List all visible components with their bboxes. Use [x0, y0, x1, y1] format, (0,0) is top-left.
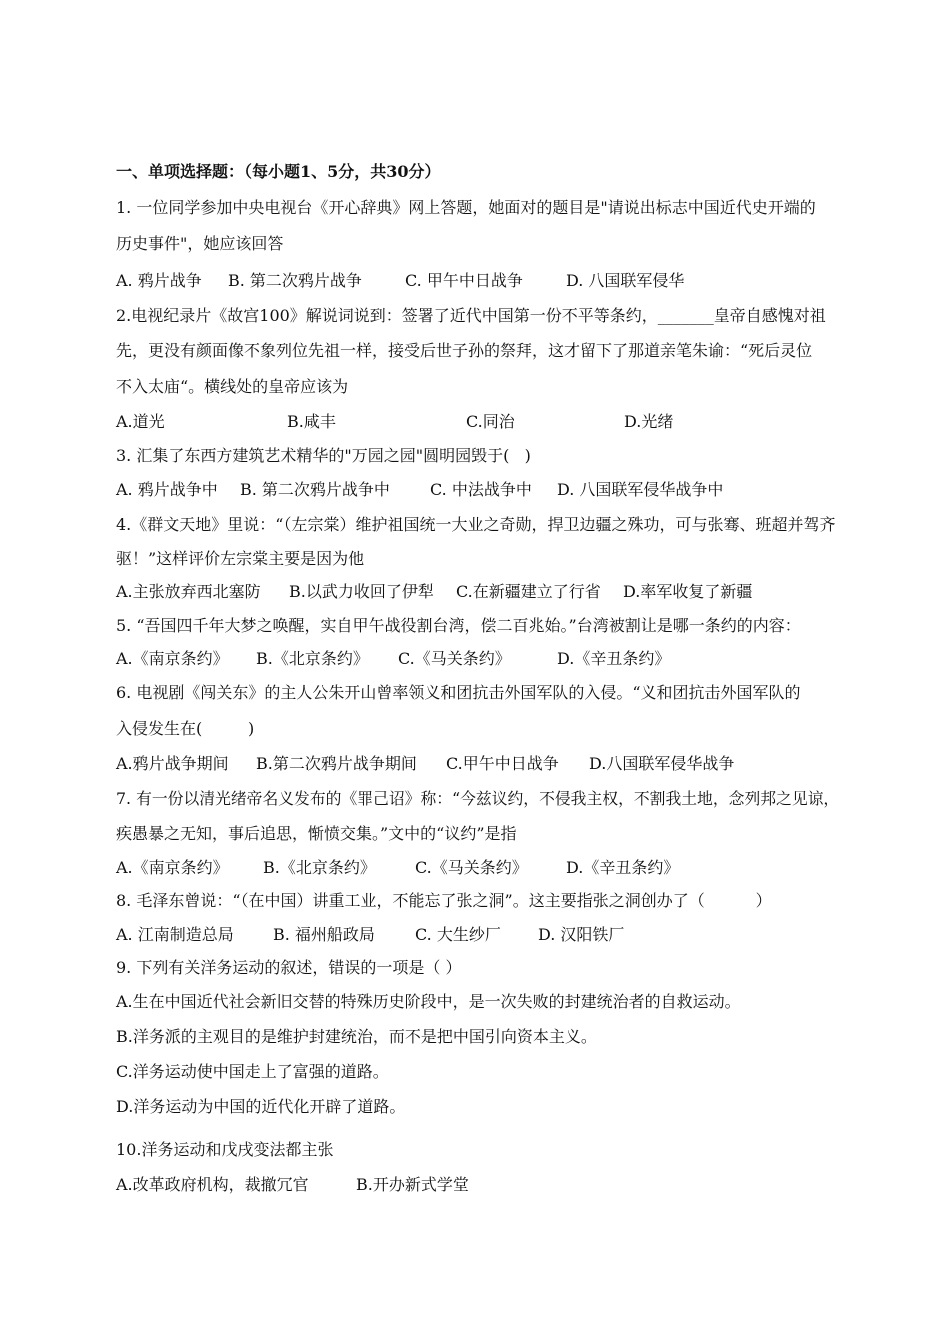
question-6-option-b: B.第二次鸦片战争期间 — [256, 754, 417, 773]
question-9-option-a: A.生在中国近代社会新旧交替的特殊历史阶段中，是一次失败的封建统治者的自救运动。 — [116, 992, 741, 1011]
question-4-option-b: B.以武力收回了伊犁 — [289, 582, 434, 601]
question-2-stem-line-2: 先，更没有颜面像不象列位先祖一样，接受后世子孙的祭拜，这才留下了那道亲笔朱谕：“死后灵位 — [116, 341, 813, 360]
question-2-option-b: B.咸丰 — [287, 412, 336, 431]
question-4-option-d: D.率军收复了新疆 — [623, 582, 753, 601]
question-9-option-d: D.洋务运动为中国的近代化开辟了道路。 — [116, 1097, 406, 1116]
question-3-option-c: C. 中法战争中 — [430, 480, 532, 499]
question-4-stem-line-1: 4.《群文天地》里说：“（左宗棠）维护祖国统一大业之奇勋，捍卫边疆之殊功，可与张骞、班超并驾齐 — [116, 515, 836, 534]
question-5-option-a: A.《南京条约》 — [116, 649, 229, 668]
question-8-option-b: B. 福州船政局 — [273, 925, 375, 944]
question-1-option-d: D. 八国联军侵华 — [566, 271, 685, 290]
question-6-stem-line-1: 6. 电视剧《闯关东》的主人公朱开山曾率领义和团抗击外国军队的入侵。“义和团抗击外国军队的 — [116, 683, 801, 702]
question-2-option-d: D.光绪 — [624, 412, 674, 431]
question-2-stem-line-3: 不入太庙“。横线处的皇帝应该为 — [116, 377, 349, 396]
question-4-stem-line-2: 驱！”这样评价左宗棠主要是因为他 — [116, 549, 365, 568]
question-9-stem: 9. 下列有关洋务运动的叙述，错误的一项是（ ） — [116, 958, 462, 977]
question-3-option-d: D. 八国联军侵华战争中 — [557, 480, 724, 499]
question-6-stem-line-2: 入侵发生在( ) — [116, 719, 255, 738]
question-7-option-a: A.《南京条约》 — [116, 858, 229, 877]
question-10-stem: 10.洋务运动和戊戌变法都主张 — [116, 1140, 334, 1159]
question-1-stem-line-2: 历史事件"，她应该回答 — [116, 234, 284, 253]
question-8-option-c: C. 大生纱厂 — [415, 925, 501, 944]
question-5-option-c: C.《马关条约》 — [398, 649, 511, 668]
question-8-option-d: D. 汉阳铁厂 — [538, 925, 625, 944]
question-2-stem-line-1: 2.电视纪录片《故宫100》解说词说到：签署了近代中国第一份不平等条约，_______皇帝自感愧对祖 — [116, 306, 826, 325]
question-7-stem-line-1: 7. 有一份以清光绪帝名义发布的《罪己诏》称：“今兹议约，不侵我主权，不割我土地，念列邦之见谅， — [116, 789, 840, 808]
question-1-stem-line-1: 1. 一位同学参加中央电视台《开心辞典》网上答题，她面对的题目是"请说出标志中国近代史开端的 — [116, 198, 816, 217]
question-6-option-a: A.鸦片战争期间 — [116, 754, 229, 773]
question-4-option-c: C.在新疆建立了行省 — [456, 582, 601, 601]
question-2-option-a: A.道光 — [116, 412, 165, 431]
question-7-option-d: D.《辛丑条约》 — [566, 858, 680, 877]
section-title: 一、单项选择题：（每小题1、5分，共30分） — [116, 162, 441, 181]
question-9-option-c: C.洋务运动使中国走上了富强的道路。 — [116, 1062, 389, 1081]
question-10-option-b: B.开办新式学堂 — [356, 1175, 469, 1194]
question-7-option-b: B.《北京条约》 — [263, 858, 376, 877]
question-8-option-a: A. 江南制造总局 — [116, 925, 234, 944]
question-9-option-b: B.洋务派的主观目的是维护封建统治，而不是把中国引向资本主义。 — [116, 1027, 597, 1046]
question-1-option-c: C. 甲午中日战争 — [405, 271, 523, 290]
question-5-stem: 5. “吾国四千年大梦之唤醒，实自甲午战役割台湾，偿二百兆始。”台湾被割让是哪一条约的内容： — [116, 616, 801, 635]
question-4-option-a: A.主张放弃西北塞防 — [116, 582, 261, 601]
question-3-option-a: A. 鸦片战争中 — [116, 480, 218, 499]
question-7-option-c: C.《马关条约》 — [415, 858, 528, 877]
question-2-option-c: C.同治 — [466, 412, 515, 431]
question-10-option-a: A.改革政府机构，裁撤冗官 — [116, 1175, 309, 1194]
question-7-stem-line-2: 疾愚暴之无知，事后追思，惭愤交集。”文中的“议约”是指 — [116, 824, 517, 843]
question-6-option-c: C.甲午中日战争 — [446, 754, 559, 773]
question-3-option-b: B. 第二次鸦片战争中 — [240, 480, 390, 499]
question-6-option-d: D.八国联军侵华战争 — [589, 754, 735, 773]
question-3-stem: 3. 汇集了东西方建筑艺术精华的"万园之园"圆明园毁于( ) — [116, 446, 531, 465]
question-5-option-d: D.《辛丑条约》 — [557, 649, 671, 668]
question-5-option-b: B.《北京条约》 — [256, 649, 369, 668]
question-1-option-a: A. 鸦片战争 — [116, 271, 202, 290]
question-8-stem: 8. 毛泽东曾说：“（在中国）讲重工业，不能忘了张之洞”。这主要指张之洞创办了（ ） — [116, 891, 772, 910]
question-1-option-b: B. 第二次鸦片战争 — [228, 271, 362, 290]
